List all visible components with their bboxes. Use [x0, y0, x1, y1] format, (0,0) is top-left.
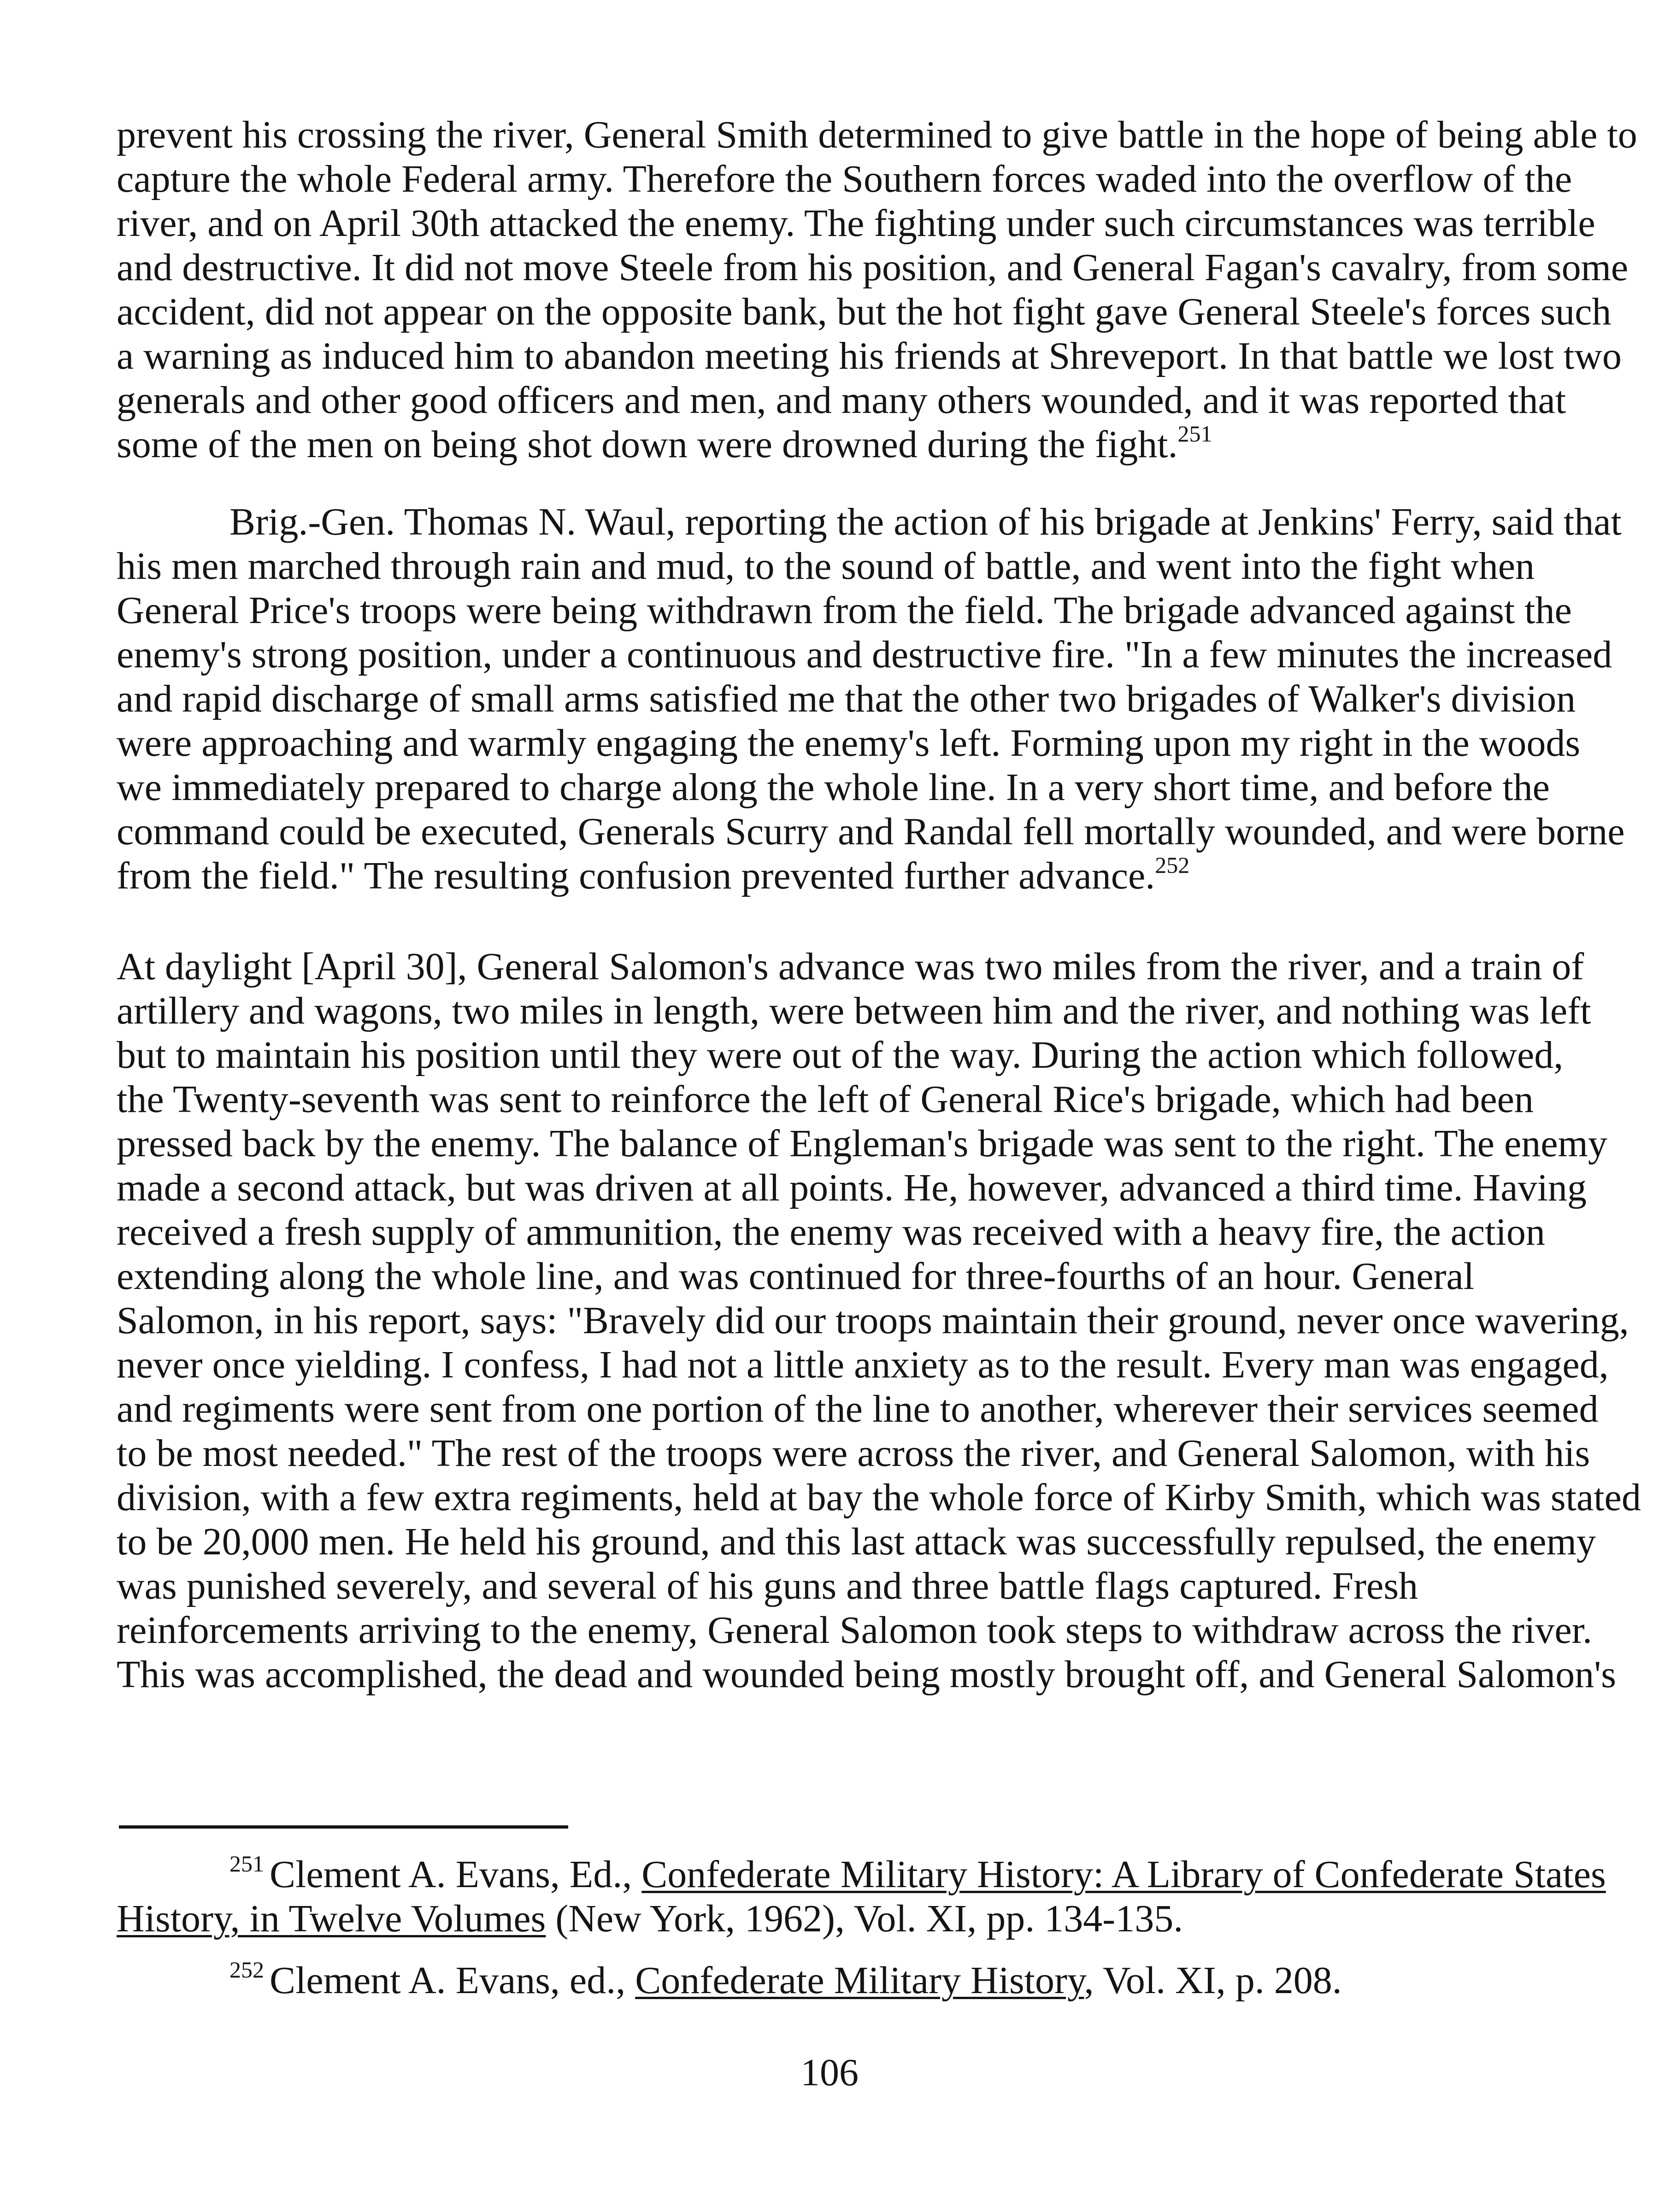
footnote-line [117, 1897, 1606, 1941]
text-line: extending along the whole line, and was continued for three-fourths of an hour. General [117, 1255, 1475, 1298]
paragraph-3 [117, 945, 1641, 1697]
text-line: prevent his crossing the river, General Smith determined to give battle in the hope of being able to [117, 113, 1637, 156]
text-line-with-ref [117, 854, 1577, 898]
footnote-ref-251[interactable]: 251 [1177, 421, 1212, 447]
text-line: accident, did not appear on the opposite bank, but the hot fight gave General Steele's forces such [117, 290, 1612, 333]
text-line: were approaching and warmly engaging the enemy's left. Forming upon my right in the woods [117, 722, 1581, 765]
text-line: General Price's troops were being withdrawn from the field. The brigade advanced against the [117, 589, 1572, 632]
text-line: was punished severely, and several of his guns and three battle flags captured. Fresh [117, 1565, 1418, 1607]
text-line: the Twenty-seventh was sent to reinforce the left of General Rice's brigade, which had been [117, 1078, 1534, 1121]
text-line-with-ref [117, 423, 1577, 467]
text-line: his men marched through rain and mud, to the sound of battle, and went into the fight when [117, 545, 1535, 588]
footnote-number: 251 [229, 1851, 264, 1877]
text-line: but to maintain his position until they were out of the way. During the action which followed, [117, 1034, 1564, 1077]
text-line: generals and other good officers and men, and many others wounded, and it was reported that [117, 379, 1566, 422]
text-line: to be 20,000 men. He held his ground, and this last attack was successfully repulsed, the enemy [117, 1520, 1596, 1563]
footnote-citation: (New York, 1962), Vol. XI, pp. 134-135. [546, 1897, 1183, 1940]
text-line: Salomon, in his report, says: "Bravely did our troops maintain their ground, never once wavering, [117, 1299, 1629, 1342]
footnote-title-continued: History, in Twelve Volumes [117, 1897, 546, 1940]
text-line: received a fresh supply of ammunition, the enemy was received with a heavy fire, the action [117, 1211, 1545, 1253]
footnote-title: Confederate Military History [635, 1959, 1084, 2002]
text-line: enemy's strong position, under a continuous and destructive fire. "In a few minutes the increased [117, 633, 1612, 676]
text-line: some of the men on being shot down were drowned during the fight. [117, 423, 1178, 466]
footnote-divider [119, 1825, 568, 1829]
text-line: command could be executed, Generals Scurry and Randal fell mortally wounded, and were borne [117, 810, 1625, 853]
footnote-252 [117, 1959, 1342, 2003]
text-line: Brig.-Gen. Thomas N. Waul, reporting the action of his brigade at Jenkins' Ferry, said that [229, 500, 1622, 543]
text-line: river, and on April 30th attacked the enemy. The fighting under such circumstances was terrible [117, 202, 1595, 245]
text-line: a warning as induced him to abandon meeting his friends at Shreveport. In that battle we lost two [117, 335, 1622, 377]
text-line: reinforcements arriving to the enemy, General Salomon took steps to withdraw across the river. [117, 1609, 1592, 1652]
text-line: we immediately prepared to charge along the whole line. In a very short time, and before the [117, 766, 1550, 809]
text-line: made a second attack, but was driven at all points. He, however, advanced a third time. Having [117, 1166, 1587, 1209]
text-line: artillery and wagons, two miles in length, were between him and the river, and nothing was left [117, 989, 1591, 1032]
footnote-title: Confederate Military History: A Library of Confederate States [641, 1853, 1606, 1896]
footnote-251 [117, 1853, 1606, 1941]
footnote-line [117, 1853, 1606, 1897]
footnote-ref-252[interactable]: 252 [1155, 852, 1190, 878]
text-line: and rapid discharge of small arms satisfied me that the other two brigades of Walker's division [117, 677, 1576, 720]
text-line: At daylight [April 30], General Salomon's advance was two miles from the river, and a train of [117, 945, 1584, 988]
text-line: This was accomplished, the dead and wounded being mostly brought off, and General Salomon's [117, 1653, 1616, 1696]
paragraph-2 [117, 500, 1625, 898]
footnote-citation: , Vol. XI, p. 208. [1084, 1959, 1342, 2002]
text-line: capture the whole Federal army. Therefore the Southern forces waded into the overflow of the [117, 158, 1572, 200]
text-line: division, with a few extra regiments, held at bay the whole force of Kirby Smith, which was stated [117, 1476, 1641, 1519]
text-line: never once yielding. I confess, I had not a little anxiety as to the result. Every man was engaged, [117, 1343, 1609, 1386]
text-line: to be most needed." The rest of the troops were across the river, and General Salomon, with his [117, 1432, 1590, 1475]
page-number: 106 [800, 2051, 859, 2094]
text-line: and regiments were sent from one portion of the line to another, wherever their services seemed [117, 1388, 1599, 1430]
footnote-author: Clement A. Evans, ed., [270, 1959, 635, 2002]
text-line: and destructive. It did not move Steele from his position, and General Fagan's cavalry, from some [117, 246, 1629, 289]
text-line: from the field." The resulting confusion prevented further advance. [117, 854, 1155, 897]
footnote-line [117, 1959, 1342, 2003]
paragraph-1 [117, 113, 1637, 467]
footnote-number: 252 [229, 1957, 264, 1983]
footnote-author: Clement A. Evans, Ed., [270, 1853, 642, 1896]
text-line: pressed back by the enemy. The balance of Engleman's brigade was sent to the right. The enemy [117, 1122, 1607, 1165]
